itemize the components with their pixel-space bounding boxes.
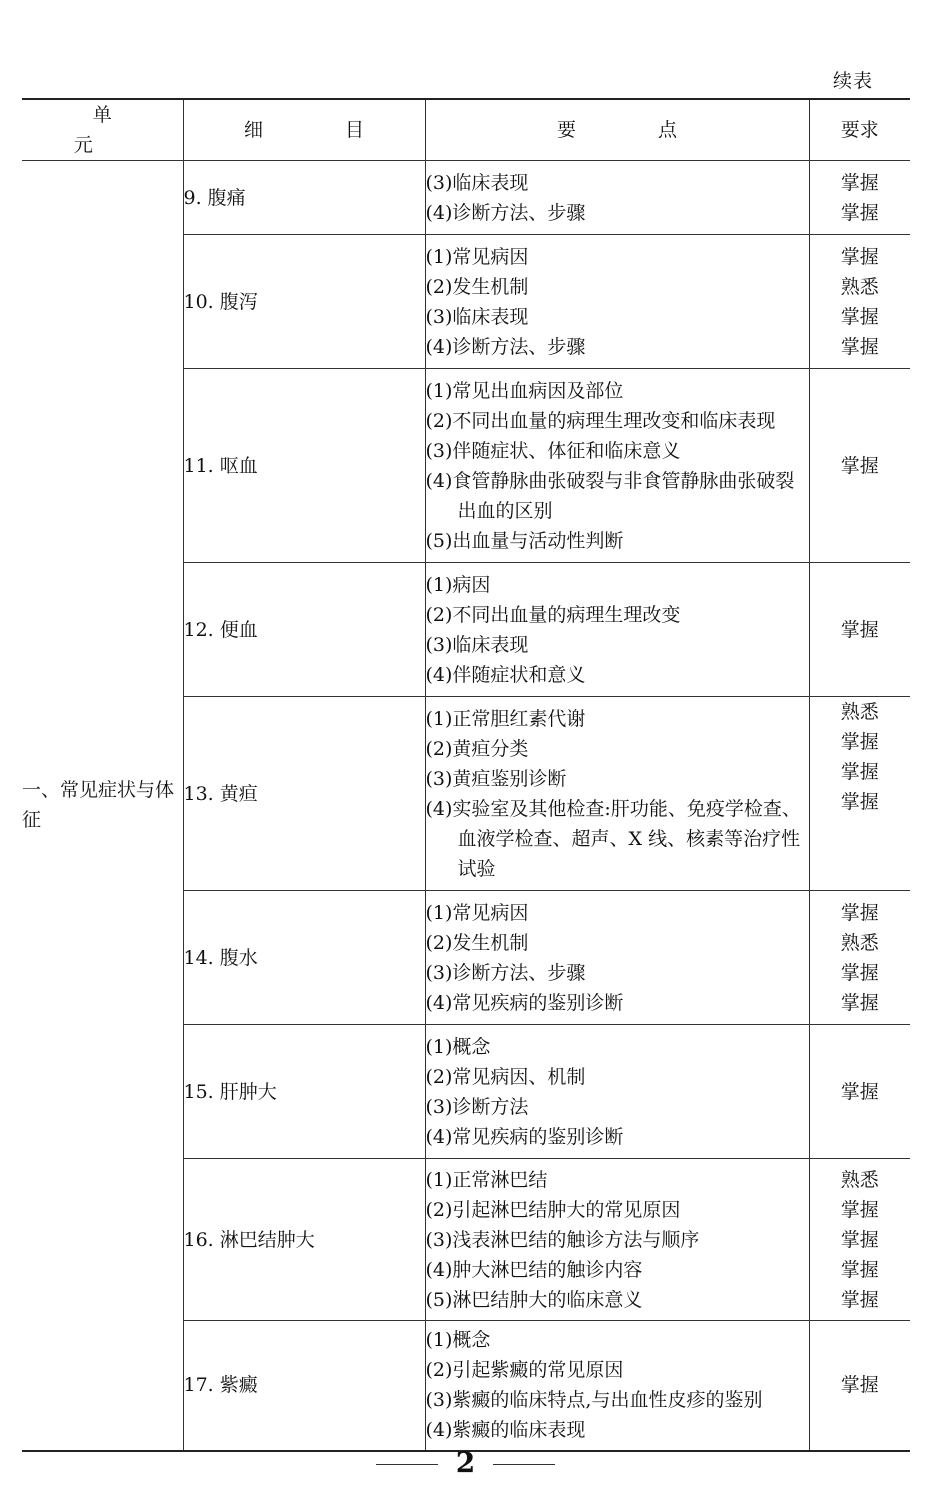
point-item: (2)引起紫癜的常见原因 (425, 1359, 624, 1382)
point-item: (2)常见病因、机制 (425, 1065, 586, 1088)
points-cell (425, 1025, 809, 1159)
point-item: (4)肿大淋巴结的触诊内容 (425, 1258, 643, 1281)
point-item: (1)病因 (425, 573, 491, 596)
point-item: (3)黄疸鉴别诊断 (425, 767, 567, 790)
point-item: (1)常见病因 (425, 901, 529, 924)
point-item: (3)浅表淋巴结的触诊方法与顺序 (425, 1228, 700, 1251)
requirement-level: 掌握 (840, 791, 879, 813)
point-item: (5)淋巴结肿大的临床意义 (425, 1288, 643, 1311)
points-cell (425, 697, 809, 891)
points-cell (425, 891, 809, 1025)
table-body (22, 161, 910, 1451)
requirement-level: 掌握 (840, 335, 879, 358)
requirement-level: 掌握 (840, 1198, 879, 1221)
point-item: (4)实验室及其他检查:肝功能、免疫学检查、血液学检查、超声、X 线、核素等治疗性试验 (425, 797, 801, 880)
point-item: (3)诊断方法 (425, 1095, 529, 1118)
header-row (22, 99, 910, 161)
points-cell (425, 1159, 809, 1321)
item-cell: 16. 淋巴结肿大 (183, 1159, 425, 1321)
point-item: (3)临床表现 (425, 171, 529, 194)
requirement-level: 掌握 (840, 305, 879, 328)
header-requirement: 要求 (809, 99, 910, 161)
points-cell (425, 1321, 809, 1451)
requirement-level: 掌握 (840, 761, 879, 783)
page-rule-right (493, 1464, 555, 1465)
points-cell (425, 235, 809, 369)
item-cell: 15. 肝肿大 (183, 1025, 425, 1159)
point-item: (2)引起淋巴结肿大的常见原因 (425, 1198, 681, 1221)
point-item: (2)不同出血量的病理生理改变和临床表现 (425, 409, 776, 432)
item-cell: 11. 呕血 (183, 369, 425, 563)
requirement-level: 掌握 (840, 991, 879, 1014)
point-item: (4)伴随症状和意义 (425, 663, 586, 686)
requirement-level: 熟悉 (840, 275, 879, 298)
requirement-level: 掌握 (840, 1288, 879, 1311)
point-item: (2)黄疸分类 (425, 737, 529, 760)
point-item: (4)紫癜的临床表现 (425, 1419, 586, 1442)
item-cell: 9. 腹痛 (183, 161, 425, 235)
requirement-level: 掌握 (840, 245, 879, 268)
requirement-level: 熟悉 (840, 701, 879, 723)
point-item: (1)常见病因 (425, 245, 529, 268)
requirement-level: 掌握 (840, 1228, 879, 1251)
points-cell (425, 161, 809, 235)
requirement-level: 掌握 (840, 454, 879, 477)
point-item: (4)常见疾病的鉴别诊断 (425, 991, 624, 1014)
item-cell: 12. 便血 (183, 563, 425, 697)
item-cell: 13. 黄疸 (183, 697, 425, 891)
item-cell: 14. 腹水 (183, 891, 425, 1025)
point-item: (5)出血量与活动性判断 (425, 529, 624, 552)
point-item: (3)临床表现 (425, 305, 529, 328)
point-item: (3)诊断方法、步骤 (425, 961, 586, 984)
requirement-level: 掌握 (840, 1080, 879, 1103)
table-row (22, 161, 910, 235)
requirement-level: 掌握 (840, 171, 879, 194)
syllabus-table (22, 98, 910, 1452)
unit-cell: 一、常见症状与体征 (22, 161, 183, 1451)
requirement-cell (809, 161, 910, 235)
point-item: (4)诊断方法、步骤 (425, 335, 586, 358)
requirement-level: 掌握 (840, 1374, 879, 1397)
point-item: (2)发生机制 (425, 931, 529, 954)
requirement-level: 熟悉 (840, 931, 879, 954)
page-number (0, 1446, 931, 1479)
point-item: (1)正常淋巴结 (425, 1168, 548, 1191)
point-item: (3)伴随症状、体征和临床意义 (425, 439, 681, 462)
requirement-level: 掌握 (840, 731, 879, 753)
point-item: (4)食管静脉曲张破裂与非食管静脉曲张破裂出血的区别 (425, 469, 795, 522)
requirement-level: 熟悉 (840, 1168, 879, 1191)
requirement-cell (809, 369, 910, 563)
points-cell (425, 369, 809, 563)
point-item: (2)不同出血量的病理生理改变 (425, 603, 681, 626)
point-item: (4)诊断方法、步骤 (425, 201, 586, 224)
point-item: (1)概念 (425, 1035, 491, 1058)
point-item: (1)常见出血病因及部位 (425, 379, 624, 402)
item-cell: 10. 腹泻 (183, 235, 425, 369)
requirement-level: 掌握 (840, 1258, 879, 1281)
header-points: 要 点 (425, 99, 809, 161)
requirement-cell (809, 1159, 910, 1321)
header-unit: 单 元 (22, 99, 183, 161)
page-number-text: 2 (455, 1446, 476, 1479)
requirement-cell (809, 1025, 910, 1159)
requirement-cell (809, 235, 910, 369)
point-item: (3)紫癜的临床特点,与出血性皮疹的鉴别 (425, 1389, 763, 1412)
item-cell: 17. 紫癜 (183, 1321, 425, 1451)
requirement-cell (809, 1321, 910, 1451)
continued-label: 续表 (832, 70, 873, 92)
header-item: 细 目 (183, 99, 425, 161)
page-rule-left (376, 1464, 438, 1465)
requirement-cell (809, 563, 910, 697)
point-item: (3)临床表现 (425, 633, 529, 656)
point-item: (2)发生机制 (425, 275, 529, 298)
requirement-cell (809, 891, 910, 1025)
requirement-level: 掌握 (840, 961, 879, 984)
requirement-cell (809, 697, 910, 891)
requirement-level: 掌握 (840, 901, 879, 924)
point-item: (1)正常胆红素代谢 (425, 707, 586, 730)
requirement-level: 掌握 (840, 618, 879, 641)
point-item: (1)概念 (425, 1329, 491, 1352)
points-cell (425, 563, 809, 697)
requirement-level: 掌握 (840, 201, 879, 224)
point-item: (4)常见疾病的鉴别诊断 (425, 1125, 624, 1148)
